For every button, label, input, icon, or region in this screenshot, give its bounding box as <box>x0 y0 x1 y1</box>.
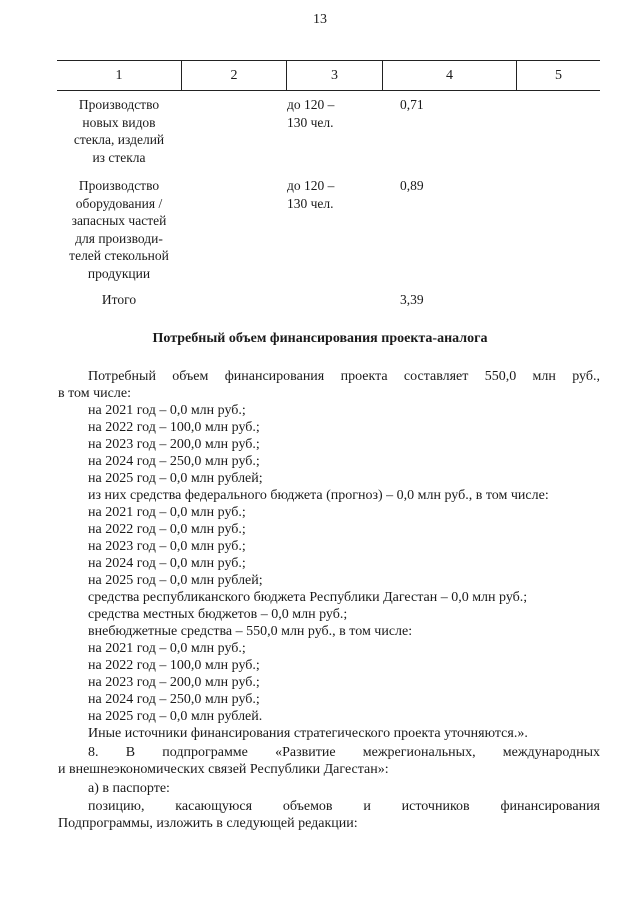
body-line: на 2023 год – 200,0 млн руб.; <box>88 675 260 690</box>
body-line: средства республиканского бюджета Республики Дагестан – 0,0 млн руб.; <box>88 590 528 605</box>
body-line: средства местных бюджетов – 0,0 млн руб.; <box>88 607 348 622</box>
item-8-paragraph: 8. В подпрограмме «Развитие межрегиональных, международных <box>88 745 600 760</box>
body-line: на 2022 год – 100,0 млн руб.; <box>88 420 260 435</box>
body-line: на 2021 год – 0,0 млн руб.; <box>88 505 246 520</box>
section-heading: Потребный объем финансирования проекта-аналога <box>152 331 488 346</box>
page-number: 13 <box>313 12 327 27</box>
body-line: на 2022 год – 100,0 млн руб.; <box>88 658 260 673</box>
table-total-value: 3,39 <box>400 292 424 307</box>
body-line: из них средства федерального бюджета (прогноз) – 0,0 млн руб., в том числе: <box>88 488 549 503</box>
table-row-1-value: 0,71 <box>400 97 424 112</box>
intro-paragraph: Потребный объем финансирования проекта составляет 550,0 млн руб., <box>88 369 600 384</box>
table-row-1-staff <box>287 96 387 131</box>
body-line: на 2021 год – 0,0 млн руб.; <box>88 641 246 656</box>
body-line: на 2025 год – 0,0 млн рублей; <box>88 471 263 486</box>
position-continuation: Подпрограммы, изложить в следующей редакции: <box>58 816 358 831</box>
cell-line: 130 чел. <box>287 114 334 130</box>
item-8-continuation: и внешнеэкономических связей Республики Дагестан»: <box>58 762 389 777</box>
cell-line: до 120 – <box>287 97 335 112</box>
body-line: на 2025 год – 0,0 млн рублей; <box>88 573 263 588</box>
cell-line: Производство <box>78 178 160 193</box>
header-col-1: 1 <box>115 68 123 83</box>
body-line: внебюджетные средства – 550,0 млн руб., в том числе: <box>88 624 413 639</box>
position-paragraph: позицию, касающуюся объемов и источников финансирования <box>88 799 600 814</box>
cell-line: для производи- <box>75 230 163 246</box>
body-line: на 2022 год – 0,0 млн руб.; <box>88 522 246 537</box>
body-line: на 2021 год – 0,0 млн руб.; <box>88 403 246 418</box>
intro-continuation: в том числе: <box>58 386 131 401</box>
cell-line: 130 чел. <box>287 195 334 211</box>
header-col-3: 3 <box>331 68 338 83</box>
body-line: на 2024 год – 0,0 млн руб.; <box>88 556 246 571</box>
body-line: на 2023 год – 200,0 млн руб.; <box>88 437 260 452</box>
body-line: на 2024 год – 250,0 млн руб.; <box>88 692 260 707</box>
sub-item-a: а) в паспорте: <box>88 781 170 796</box>
cell-line: запасных частей <box>71 213 167 228</box>
body-line: Иные источники финансирования стратегического проекта уточняются.». <box>88 726 528 741</box>
header-col-4: 4 <box>446 68 453 83</box>
table-row-1-name <box>57 96 181 166</box>
cell-line: Производство <box>78 97 160 112</box>
body-line: на 2023 год – 0,0 млн руб.; <box>88 539 246 554</box>
cell-line: продукции <box>87 265 151 281</box>
table-header <box>57 60 600 91</box>
table-row-2-staff <box>287 177 387 212</box>
body-line: на 2024 год – 250,0 млн руб.; <box>88 454 260 469</box>
cell-line: телей стекольной <box>69 248 169 263</box>
header-col-2: 2 <box>230 68 238 83</box>
cell-line: из стекла <box>92 149 146 165</box>
cell-line: оборудования / <box>75 195 163 211</box>
table-row-2-value: 0,89 <box>400 178 424 193</box>
table-total-label: Итого <box>101 292 137 307</box>
cell-line: новых видов <box>82 114 156 130</box>
body-line: на 2025 год – 0,0 млн рублей. <box>88 709 263 724</box>
header-col-5: 5 <box>555 68 562 83</box>
cell-line: до 120 – <box>287 178 335 193</box>
table-row-2-name <box>57 177 181 282</box>
cell-line: стекла, изделий <box>73 132 165 147</box>
